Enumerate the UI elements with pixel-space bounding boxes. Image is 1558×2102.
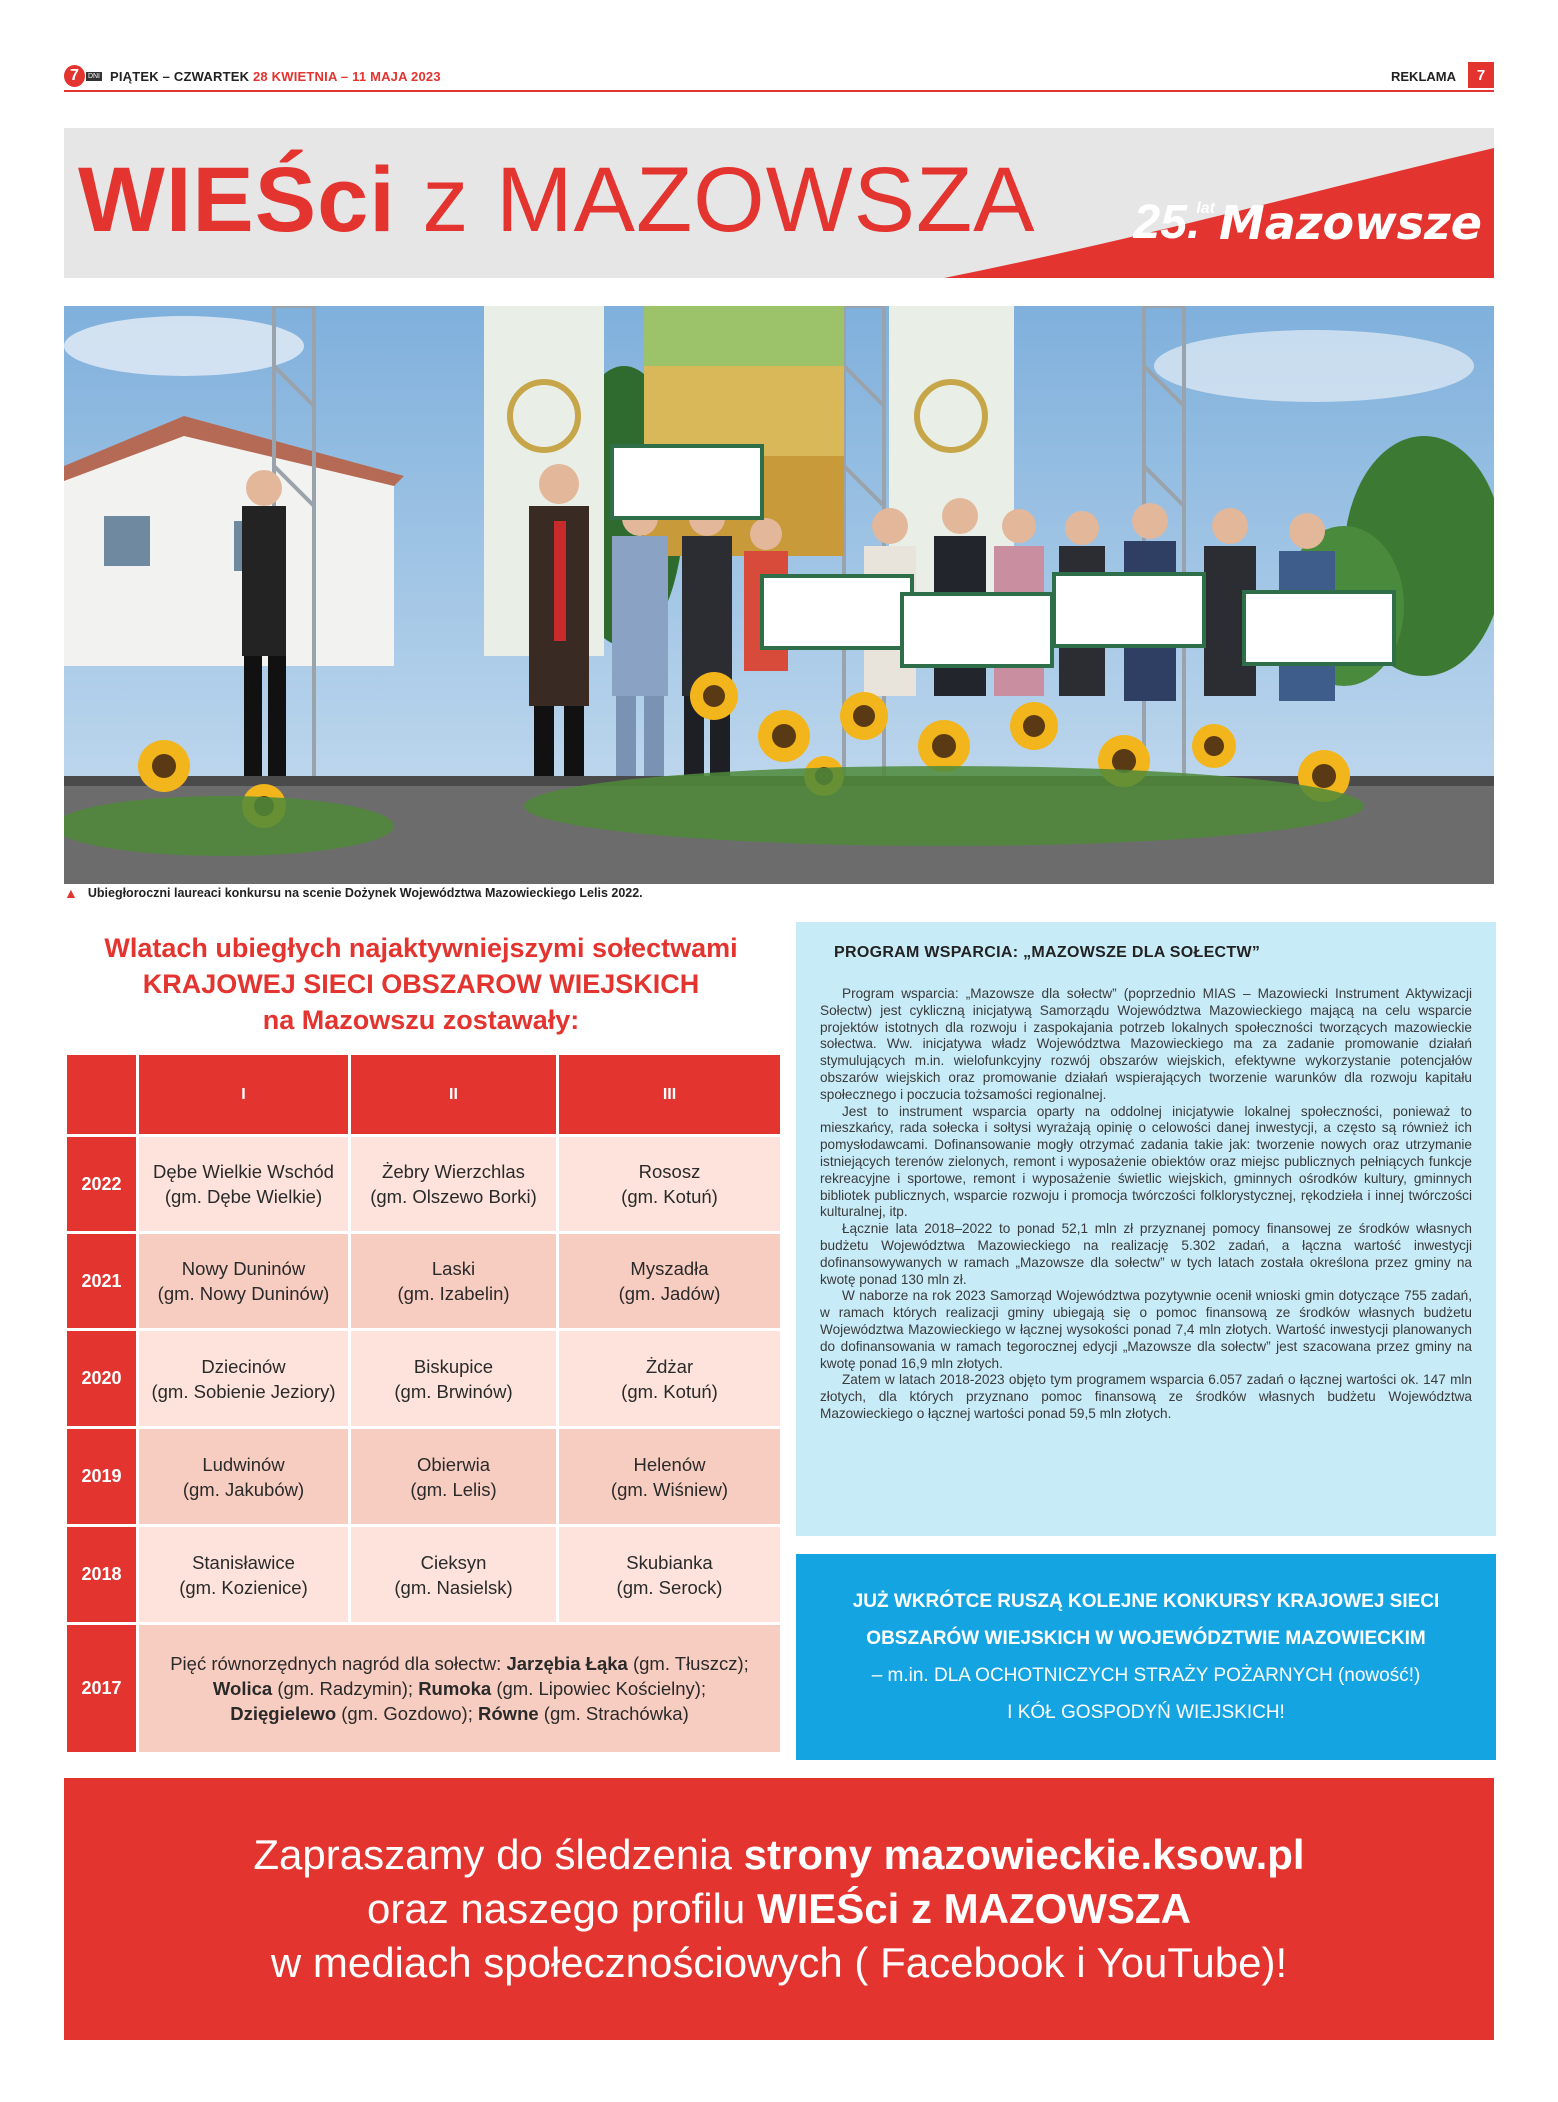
- laureates-stage-photo: [64, 306, 1494, 884]
- announcement-line1: JUŻ WKRÓTCE RUSZĄ KOLEJNE KONKURSY KRAJOWEJ SIECI: [852, 1591, 1440, 1612]
- place-cell: Nowy Duninów (gm. Nowy Duninów): [138, 1233, 350, 1330]
- top-bar: [64, 62, 1494, 92]
- year-cell: 2019: [66, 1428, 138, 1526]
- program-paragraph: Łącznie lata 2018–2022 to ponad 52,1 mln zł przyznanej pomocy finansowej ze środków własnych budżetu Województwa Mazowieckiego na realizację 5.302 zadań, a łączna wartość inwestycji dofinansowywanych w ramach „Mazowsze dla sołectw” w tych latach została określona przez gminy na kwotę ponad 130 mln zł.: [820, 1221, 1472, 1287]
- table-row: [66, 1330, 782, 1428]
- announcement-line2: OBSZARÓW WIEJSKICH W WOJEWÓDZTWIE MAZOWIECKIM: [866, 1628, 1426, 1649]
- website-link[interactable]: strony mazowieckie.ksow.pl: [743, 1831, 1305, 1878]
- table-row: [66, 1428, 782, 1526]
- program-paragraph: W naborze na rok 2023 Samorząd Województwa pozytywnie ocenił wnioski gmin dotyczące 755 zadań, w ramach których realizacji gminy ubiegają się o pomoc finansową ze środków własnych budżetu Województwa Mazowieckiego w łącznej wysokości ponad 7,4 mln złotych. Wartość inwestycji planowanych do dofinansowania w ramach tegorocznej edycji „Mazowsze dla sołectw” jest szacowana przez gminy na kwotę ponad 16,9 mln złotych.: [820, 1288, 1472, 1371]
- table-header-row: [66, 1054, 782, 1136]
- badge-lat: lat: [1196, 200, 1215, 217]
- announcement-line4: I KÓŁ GOSPODYŃ WIEJSKICH!: [1007, 1702, 1285, 1723]
- place-cell: Dębe Wielkie Wschód (gm. Dębe Wielkie): [138, 1136, 350, 1233]
- issue-date-range: 28 KWIETNIA – 11 MAJA 2023: [253, 68, 441, 84]
- laureates-heading-line3: na Mazowszu zostawały:: [262, 1005, 580, 1035]
- place-cell: Laski (gm. Izabelin): [350, 1233, 558, 1330]
- laureates-heading-line1: Wlatach ubiegłych najaktywniejszymi sołectwami: [104, 933, 738, 963]
- follow-us-banner: [64, 1778, 1494, 2040]
- profile-name: WIEŚci z MAZOWSZA: [756, 1885, 1191, 1932]
- place-cell: Stanisławice (gm. Kozienice): [138, 1526, 350, 1624]
- place-cell: Żdżar (gm. Kotuń): [558, 1330, 782, 1428]
- stage-photo-illustration: [64, 306, 1494, 884]
- logo-number: 7: [64, 65, 85, 87]
- badge-name: Mazowsze: [1218, 196, 1482, 250]
- table-row-2017: [66, 1624, 782, 1754]
- year-cell: 2018: [66, 1526, 138, 1624]
- header-year-cell: [66, 1054, 138, 1136]
- program-paragraph: Jest to instrument wsparcia oparty na oddolnej inicjatywie lokalnej społeczności, ponieważ to mieszkańcy, rada sołecka i sołtysi wyrażają opinię o celowości danej inwestycji, a często są również ich pomysłodawcami. Dofinansowanie mogły otrzymać zadania takie jak: tworzenie nowych oraz utrzymanie istniejących terenów zielonych, remont i wyposażenie obiektów oraz miejsc publicznych pełniących funkcje rekreacyjne i sportowe, remont i wyposażenie świetlic wiejskich, gminnych ośrodków kultury, gminnych bibliotek publicznych, wsparcie rozwoju i promocja twórczości folklorystycznej, rękodzieła i innej twórczości kulturalnej, itp.: [820, 1103, 1472, 1220]
- photo-caption: [64, 886, 643, 900]
- masthead-title-bold: WIEŚci: [78, 149, 396, 251]
- program-title: PROGRAM WSPARCIA: „MAZOWSZE DLA SOŁECTW”: [834, 944, 1261, 961]
- issue-days: PIĄTEK – CZWARTEK: [110, 68, 250, 84]
- announcement-line3: – m.in. DLA OCHOTNICZYCH STRAŻY POŻARNYCH (nowość!): [871, 1665, 1421, 1686]
- place-cell: Biskupice (gm. Brwinów): [350, 1330, 558, 1428]
- program-paragraph: Zatem w latach 2018-2023 objęto tym programem wsparcia 6.057 zadań o łącznej wartości ok. 147 mln złotych, dla których przyznano pomoc finansową ze środków własnych budżetu Województwa Mazowieckiego o łącznej wartości ponad 59,5 mln złotych.: [820, 1372, 1472, 1421]
- laureates-heading-line2: KRAJOWEJ SIECI OBSZAROW WIEJSKICH: [142, 969, 700, 999]
- year-cell: 2021: [66, 1233, 138, 1330]
- table-row: [66, 1233, 782, 1330]
- table-row: [66, 1136, 782, 1233]
- place-cell: Rososz (gm. Kotuń): [558, 1136, 782, 1233]
- awards-2017-cell: Pięć równorzędnych nagród dla sołectw: Jarzębia Łąka (gm. Tłuszcz); Wolica (gm. Radzymin); Rumoka (gm. Lipowiec Kościelny); Dzięgielewo (gm. Gozdowo); Równe (gm. Strachówka): [138, 1624, 782, 1754]
- masthead: [64, 128, 1494, 278]
- header-place-1: I: [138, 1054, 350, 1136]
- contests-announcement: [796, 1554, 1496, 1760]
- place-cell: Ludwinów (gm. Jakubów): [138, 1428, 350, 1526]
- caption-text: Ubiegłoroczni laureaci konkursu na scenie Dożynek Województwa Mazowieckiego Lelis 2022.: [87, 886, 643, 900]
- place-cell: Myszadła (gm. Jadów): [558, 1233, 782, 1330]
- laureates-table: [64, 1052, 783, 1755]
- header-place-2: II: [350, 1054, 558, 1136]
- masthead-title: [78, 150, 1036, 250]
- laureates-heading: [64, 930, 778, 1038]
- year-cell: 2020: [66, 1330, 138, 1428]
- place-cell: Żebry Wierzchlas (gm. Olszewo Borki): [350, 1136, 558, 1233]
- year-cell: 2022: [66, 1136, 138, 1233]
- issue-date: [110, 69, 441, 84]
- place-cell: Helenów (gm. Wiśniew): [558, 1428, 782, 1526]
- place-cell: Cieksyn (gm. Nasielsk): [350, 1526, 558, 1624]
- place-cell: Obierwia (gm. Lelis): [350, 1428, 558, 1526]
- section-label: REKLAMA: [1391, 68, 1456, 84]
- logo-suffix: DNI: [87, 72, 100, 80]
- header-place-3: III: [558, 1054, 782, 1136]
- program-paragraph: Program wsparcia: „Mazowsze dla sołectw” (poprzednio MIAS – Mazowiecki Instrument Aktywizacji Sołectw) jest cykliczną inicjatywą Samorządu Województwa Mazowieckiego mającą na celu wsparcie projektów istotnych dla rozwoju i zaspokajania potrzeb lokalnych społeczności tworzących mazowieckie sołectwa. Ww. inicjatywa władz Województwa Mazowieckiego ma za zadanie promowanie działań stymulujących m.in. wielofunkcyjny rozwój obszarów wiejskich, efektywne wykorzystanie potencjałów obszarów wiejskich oraz promowanie działań wspierających tworzenie warunków dla rozwoju kapitału społecznego i poczucia tożsamości regionalnej.: [820, 986, 1472, 1102]
- banner-row-2: oraz naszego profilu WIEŚci z MAZOWSZA: [367, 1885, 1191, 1932]
- caption-chevron-icon: ▲: [64, 885, 78, 901]
- publication-logo[interactable]: [64, 64, 102, 88]
- table-row: [66, 1526, 782, 1624]
- page-number: 7: [1468, 62, 1494, 88]
- year-cell: 2017: [66, 1624, 138, 1754]
- masthead-title-light: z MAZOWSZA: [422, 149, 1036, 251]
- mazowsze-25-logo: [1134, 198, 1482, 248]
- place-cell: Skubianka (gm. Serock): [558, 1526, 782, 1624]
- banner-row-3: w mediach społecznościowych ( Facebook i YouTube)!: [270, 1939, 1288, 1986]
- place-cell: Dziecinów (gm. Sobienie Jeziory): [138, 1330, 350, 1428]
- badge-number: 25.: [1133, 196, 1201, 249]
- program-info-box: [796, 922, 1496, 1536]
- banner-row-1: Zapraszamy do śledzenia strony mazowieckie.ksow.pl: [253, 1831, 1305, 1878]
